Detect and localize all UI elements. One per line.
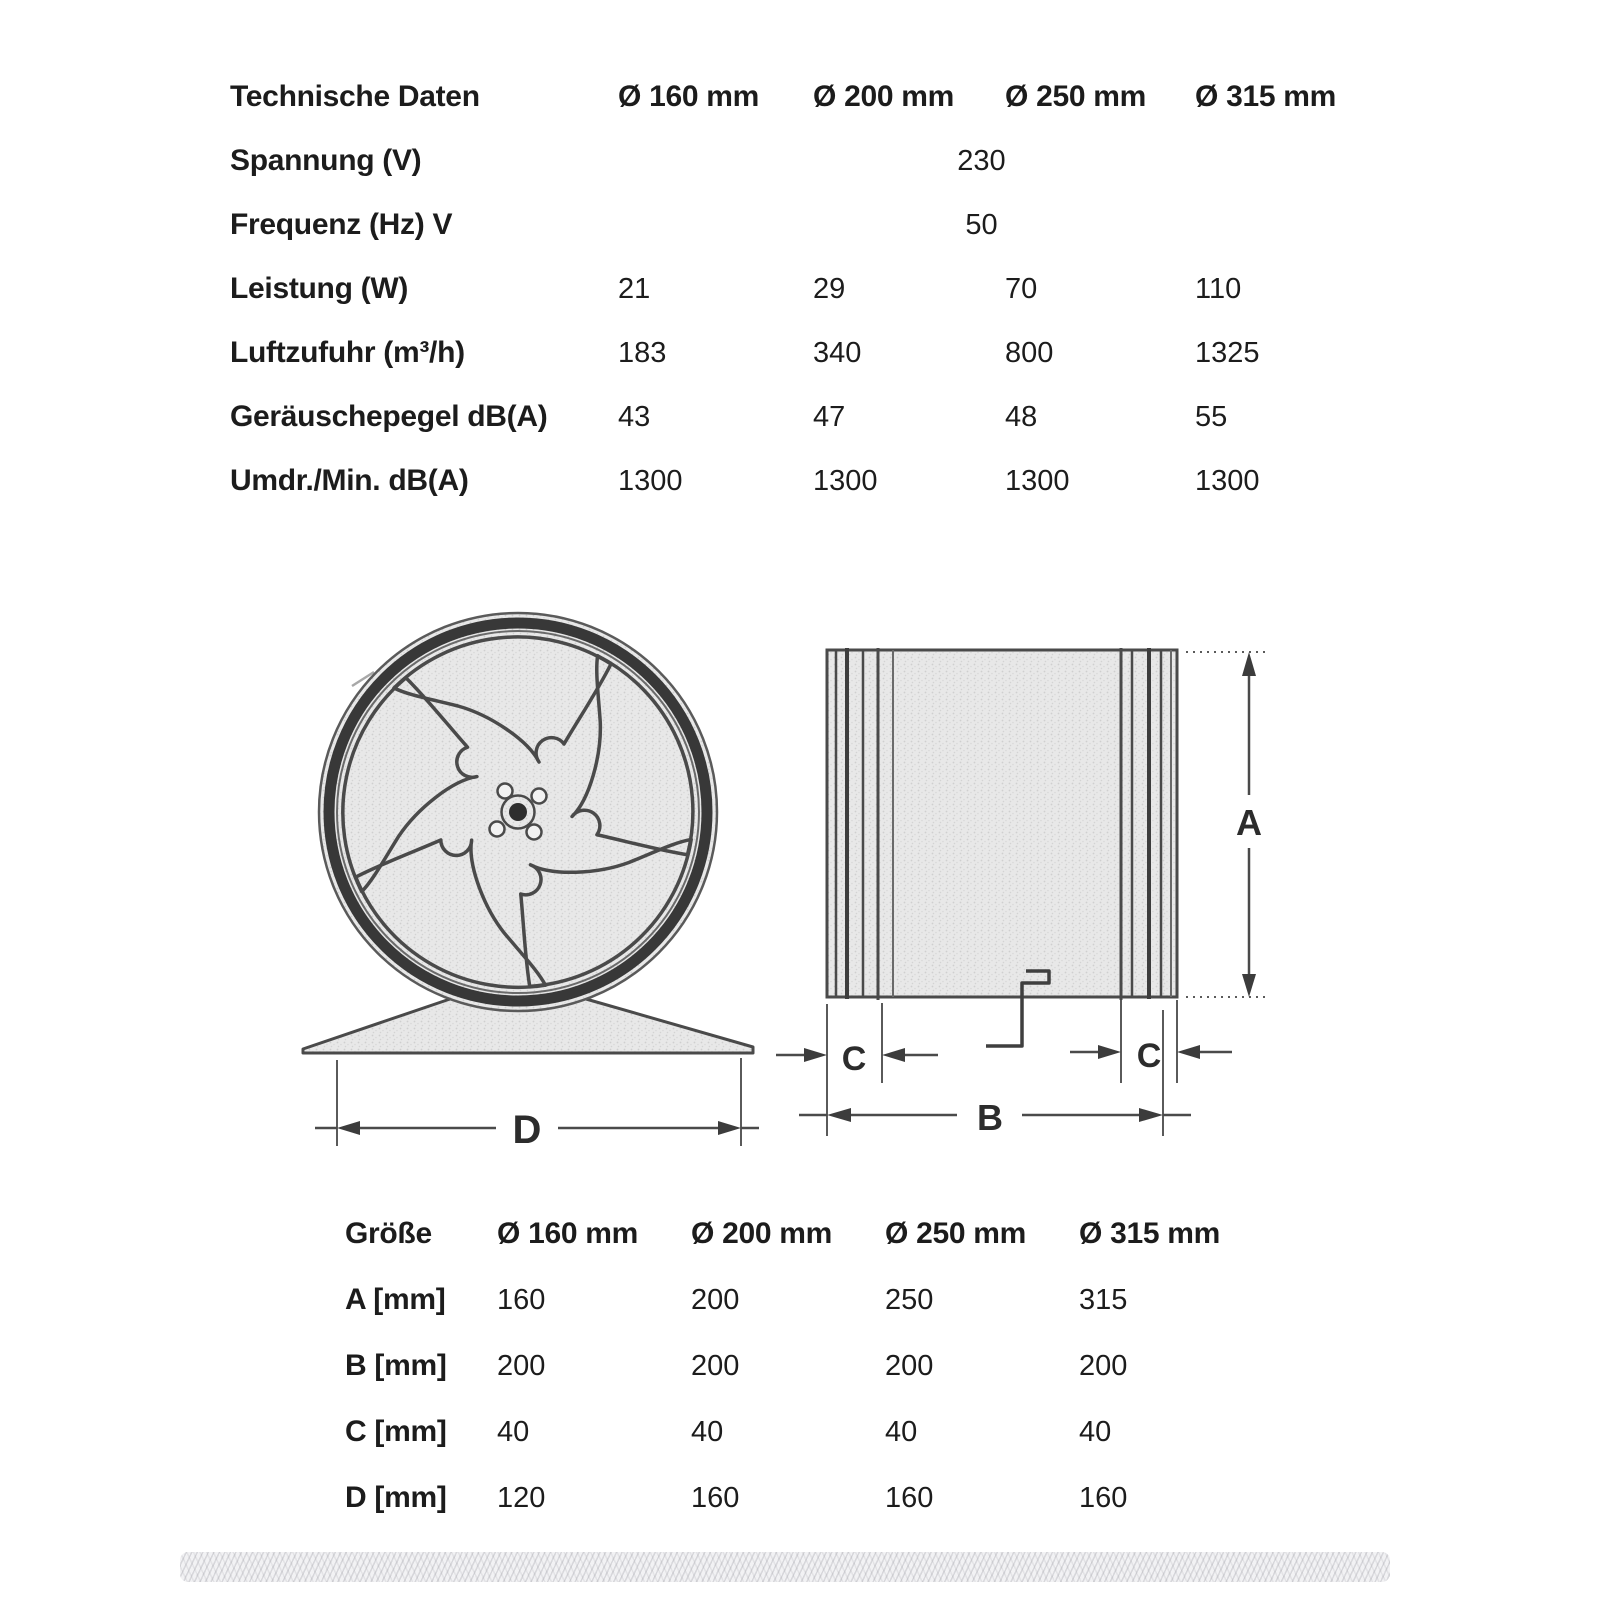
dim-label-B: B xyxy=(977,1097,1003,1138)
arrowhead-left xyxy=(337,1121,360,1135)
cell-value: 200 xyxy=(885,1349,934,1382)
hub-bolt-hole xyxy=(532,789,547,804)
cell-value: 200 xyxy=(691,1283,740,1316)
dim-label-D: D xyxy=(512,1108,542,1152)
column-header-315: Ø 315 mm xyxy=(1079,1217,1221,1250)
table-row xyxy=(230,385,1385,449)
fan-dimension-drawing xyxy=(0,600,1600,1180)
arrowhead-left xyxy=(1098,1045,1121,1059)
hub-bolt-hole xyxy=(490,822,505,837)
cell-value: 1300 xyxy=(618,464,683,497)
hub-bolt-hole xyxy=(498,784,513,799)
table-row xyxy=(230,321,1385,385)
cell-value: 40 xyxy=(885,1415,918,1448)
size-table-title: Größe xyxy=(345,1217,432,1250)
cell-value: 120 xyxy=(497,1481,546,1514)
cell-value: 160 xyxy=(885,1481,934,1514)
arrowhead-right xyxy=(718,1121,741,1135)
row-label: B [mm] xyxy=(345,1349,447,1382)
column-header-200: Ø 200 mm xyxy=(813,80,955,113)
fan-side-view xyxy=(776,648,1270,1138)
column-header-250: Ø 250 mm xyxy=(885,1217,1027,1250)
table-row xyxy=(345,1333,1273,1399)
dim-label-C-left: C xyxy=(841,1040,867,1078)
cell-value: 200 xyxy=(497,1349,546,1382)
row-label: Umdr./Min. dB(A) xyxy=(230,464,469,497)
table-row xyxy=(230,257,1385,321)
arrowhead-right xyxy=(1177,1045,1200,1059)
hub-center-bolt xyxy=(509,803,527,821)
cell-value: 800 xyxy=(1005,336,1054,369)
cell-value: 40 xyxy=(497,1415,530,1448)
cell-value: 110 xyxy=(1195,272,1242,305)
cell-value: 183 xyxy=(618,336,667,369)
table-row xyxy=(345,1267,1273,1333)
cell-value: 1300 xyxy=(1005,464,1070,497)
cell-value: 160 xyxy=(691,1481,740,1514)
arrowhead-left xyxy=(827,1108,851,1122)
cell-value: 200 xyxy=(691,1349,740,1382)
cell-value: 340 xyxy=(813,336,862,369)
row-label: Spannung (V) xyxy=(230,144,422,177)
row-label: Frequenz (Hz) V xyxy=(230,208,453,241)
table-row xyxy=(345,1399,1273,1465)
cell-value: 48 xyxy=(1005,400,1038,433)
technical-data-table xyxy=(230,65,1385,513)
cell-value: 1300 xyxy=(1195,464,1260,497)
arrowhead-right xyxy=(882,1048,905,1062)
cell-value: 1300 xyxy=(813,464,878,497)
cell-value: 200 xyxy=(1079,1349,1128,1382)
cell-value: 70 xyxy=(1005,272,1038,305)
row-label: C [mm] xyxy=(345,1415,447,1448)
cell-value: 40 xyxy=(691,1415,724,1448)
arrowhead-right xyxy=(1139,1108,1163,1122)
table-header-row xyxy=(230,65,1385,129)
row-label: Luftzufuhr (m³/h) xyxy=(230,336,465,369)
dimension-D xyxy=(315,1058,759,1152)
table-row xyxy=(230,193,1385,257)
cell-value: 1325 xyxy=(1195,336,1260,369)
arrowhead-bottom xyxy=(1242,974,1256,997)
dim-label-C-right: C xyxy=(1136,1037,1162,1075)
column-header-200: Ø 200 mm xyxy=(691,1217,833,1250)
cell-value: 21 xyxy=(618,272,651,305)
row-label: Leistung (W) xyxy=(230,272,409,305)
row-label: Geräuschepegel dB(A) xyxy=(230,400,548,433)
fan-front-view xyxy=(303,613,759,1152)
row-shared-value: 50 xyxy=(965,208,998,241)
row-label: A [mm] xyxy=(345,1283,446,1316)
cell-value: 250 xyxy=(885,1283,934,1316)
size-table xyxy=(345,1201,1273,1531)
table-row xyxy=(345,1465,1273,1531)
cell-value: 160 xyxy=(1079,1481,1128,1514)
cell-value: 160 xyxy=(497,1283,546,1316)
cell-value: 29 xyxy=(813,272,846,305)
column-header-315: Ø 315 mm xyxy=(1195,80,1337,113)
table-row xyxy=(230,449,1385,513)
cell-value: 47 xyxy=(813,400,846,433)
row-shared-value: 230 xyxy=(957,144,1006,177)
dimension-C-right xyxy=(1070,1000,1232,1083)
row-label: D [mm] xyxy=(345,1481,447,1514)
column-header-160: Ø 160 mm xyxy=(618,80,760,113)
cell-value: 40 xyxy=(1079,1415,1112,1448)
cell-value: 55 xyxy=(1195,400,1228,433)
dim-label-A: A xyxy=(1236,802,1262,843)
table-row xyxy=(230,129,1385,193)
cell-value: 315 xyxy=(1079,1283,1128,1316)
arrowhead-left xyxy=(804,1048,827,1062)
cell-value: 43 xyxy=(618,400,651,433)
table-title: Technische Daten xyxy=(230,80,480,113)
column-header-160: Ø 160 mm xyxy=(497,1217,639,1250)
hub-bolt-hole xyxy=(527,825,542,840)
dimension-A xyxy=(1186,652,1270,997)
scan-hatch-band xyxy=(180,1552,1390,1582)
column-header-250: Ø 250 mm xyxy=(1005,80,1147,113)
table-header-row xyxy=(345,1201,1273,1267)
arrowhead-top xyxy=(1242,652,1256,676)
